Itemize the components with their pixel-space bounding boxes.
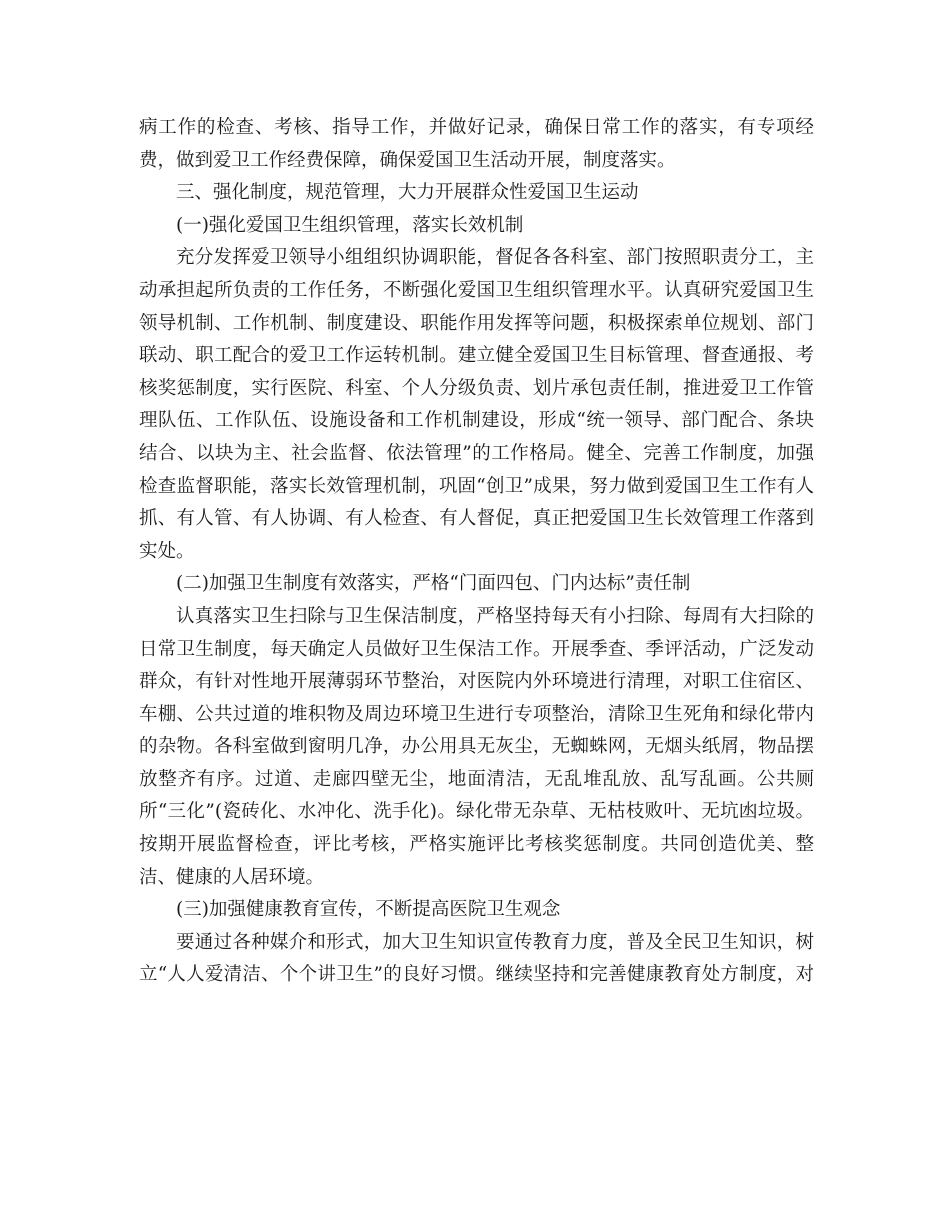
- section-heading-3: 三、强化制度，规范管理，大力开展群众性爱国卫生运动: [176, 182, 639, 204]
- subheading-1: (一)强化爱国卫生组织管理，落实长效机制: [176, 214, 524, 236]
- paragraph-sanitation-system: 认真落实卫生扫除与卫生保洁制度，严格坚持每天有小扫除、每周有大扫除的日常卫生制度，每天确定人员做好卫生保洁工作。开展季查、季评活动，广泛发动群众，有针对性地开展薄弱环节整治，对医院内外环境进行清理，对职工住宿区、车棚、公共过道的堆积物及周边环境卫生进行专项整治，清除卫生死角和绿化带内的杂物。各科室做到窗明几净，办公用具无灰尘，无蜘蛛网，无烟头纸屑，物品摆放整齐有序。过道、走廊四壁无尘，地面清洁，无乱堆乱放、乱写乱画。公共厕所“三化”(瓷砖化、水冲化、洗手化)。绿化带无杂草、无枯枝败叶、无坑凼垃圾。按期开展监督检查，评比考核，严格实施评比考核奖惩制度。共同创造优美、整洁、健康的人居环境。: [139, 605, 814, 888]
- subheading-3: (三)加强健康教育宣传，不断提高医院卫生观念: [176, 899, 561, 921]
- document-page: [139, 112, 814, 992]
- paragraph-health-education: 要通过各种媒介和形式，加大卫生知识宣传教育力度，普及全民卫生知识，树立“人人爱清洁、个个讲卫生”的良好习惯。继续坚持和完善健康教育处方制度，对: [139, 931, 814, 986]
- paragraph-continuation: 病工作的检查、考核、指导工作，并做好记录，确保日常工作的落实，有专项经费，做到爱卫工作经费保障，确保爱国卫生活动开展，制度落实。: [139, 117, 814, 171]
- paragraph-organization-management: 充分发挥爱卫领导小组组织协调职能，督促各各科室、部门按照职责分工，主动承担起所负责的工作任务，不断强化爱国卫生组织管理水平。认真研究爱国卫生领导机制、工作机制、制度建设、职能作用发挥等问题，积极探索单位规划、部门联动、职工配合的爱卫工作运转机制。建立健全爱国卫生目标管理、督查通报、考核奖惩制度，实行医院、科室、个人分级负责、划片承包责任制，推进爱卫工作管理队伍、工作队伍、设施设备和工作机制建设，形成“统一领导、部门配合、条块结合、以块为主、社会监督、依法管理”的工作格局。健全、完善工作制度，加强检查监督职能，落实长效管理机制，巩固“创卫”成果，努力做到爱国卫生工作有人抓、有人管、有人协调、有人检查、有人督促，真正把爱国卫生长效管理工作落到实处。: [139, 247, 814, 562]
- subheading-2: (二)加强卫生制度有效落实，严格“门面四包、门内达标”责任制: [176, 573, 691, 595]
